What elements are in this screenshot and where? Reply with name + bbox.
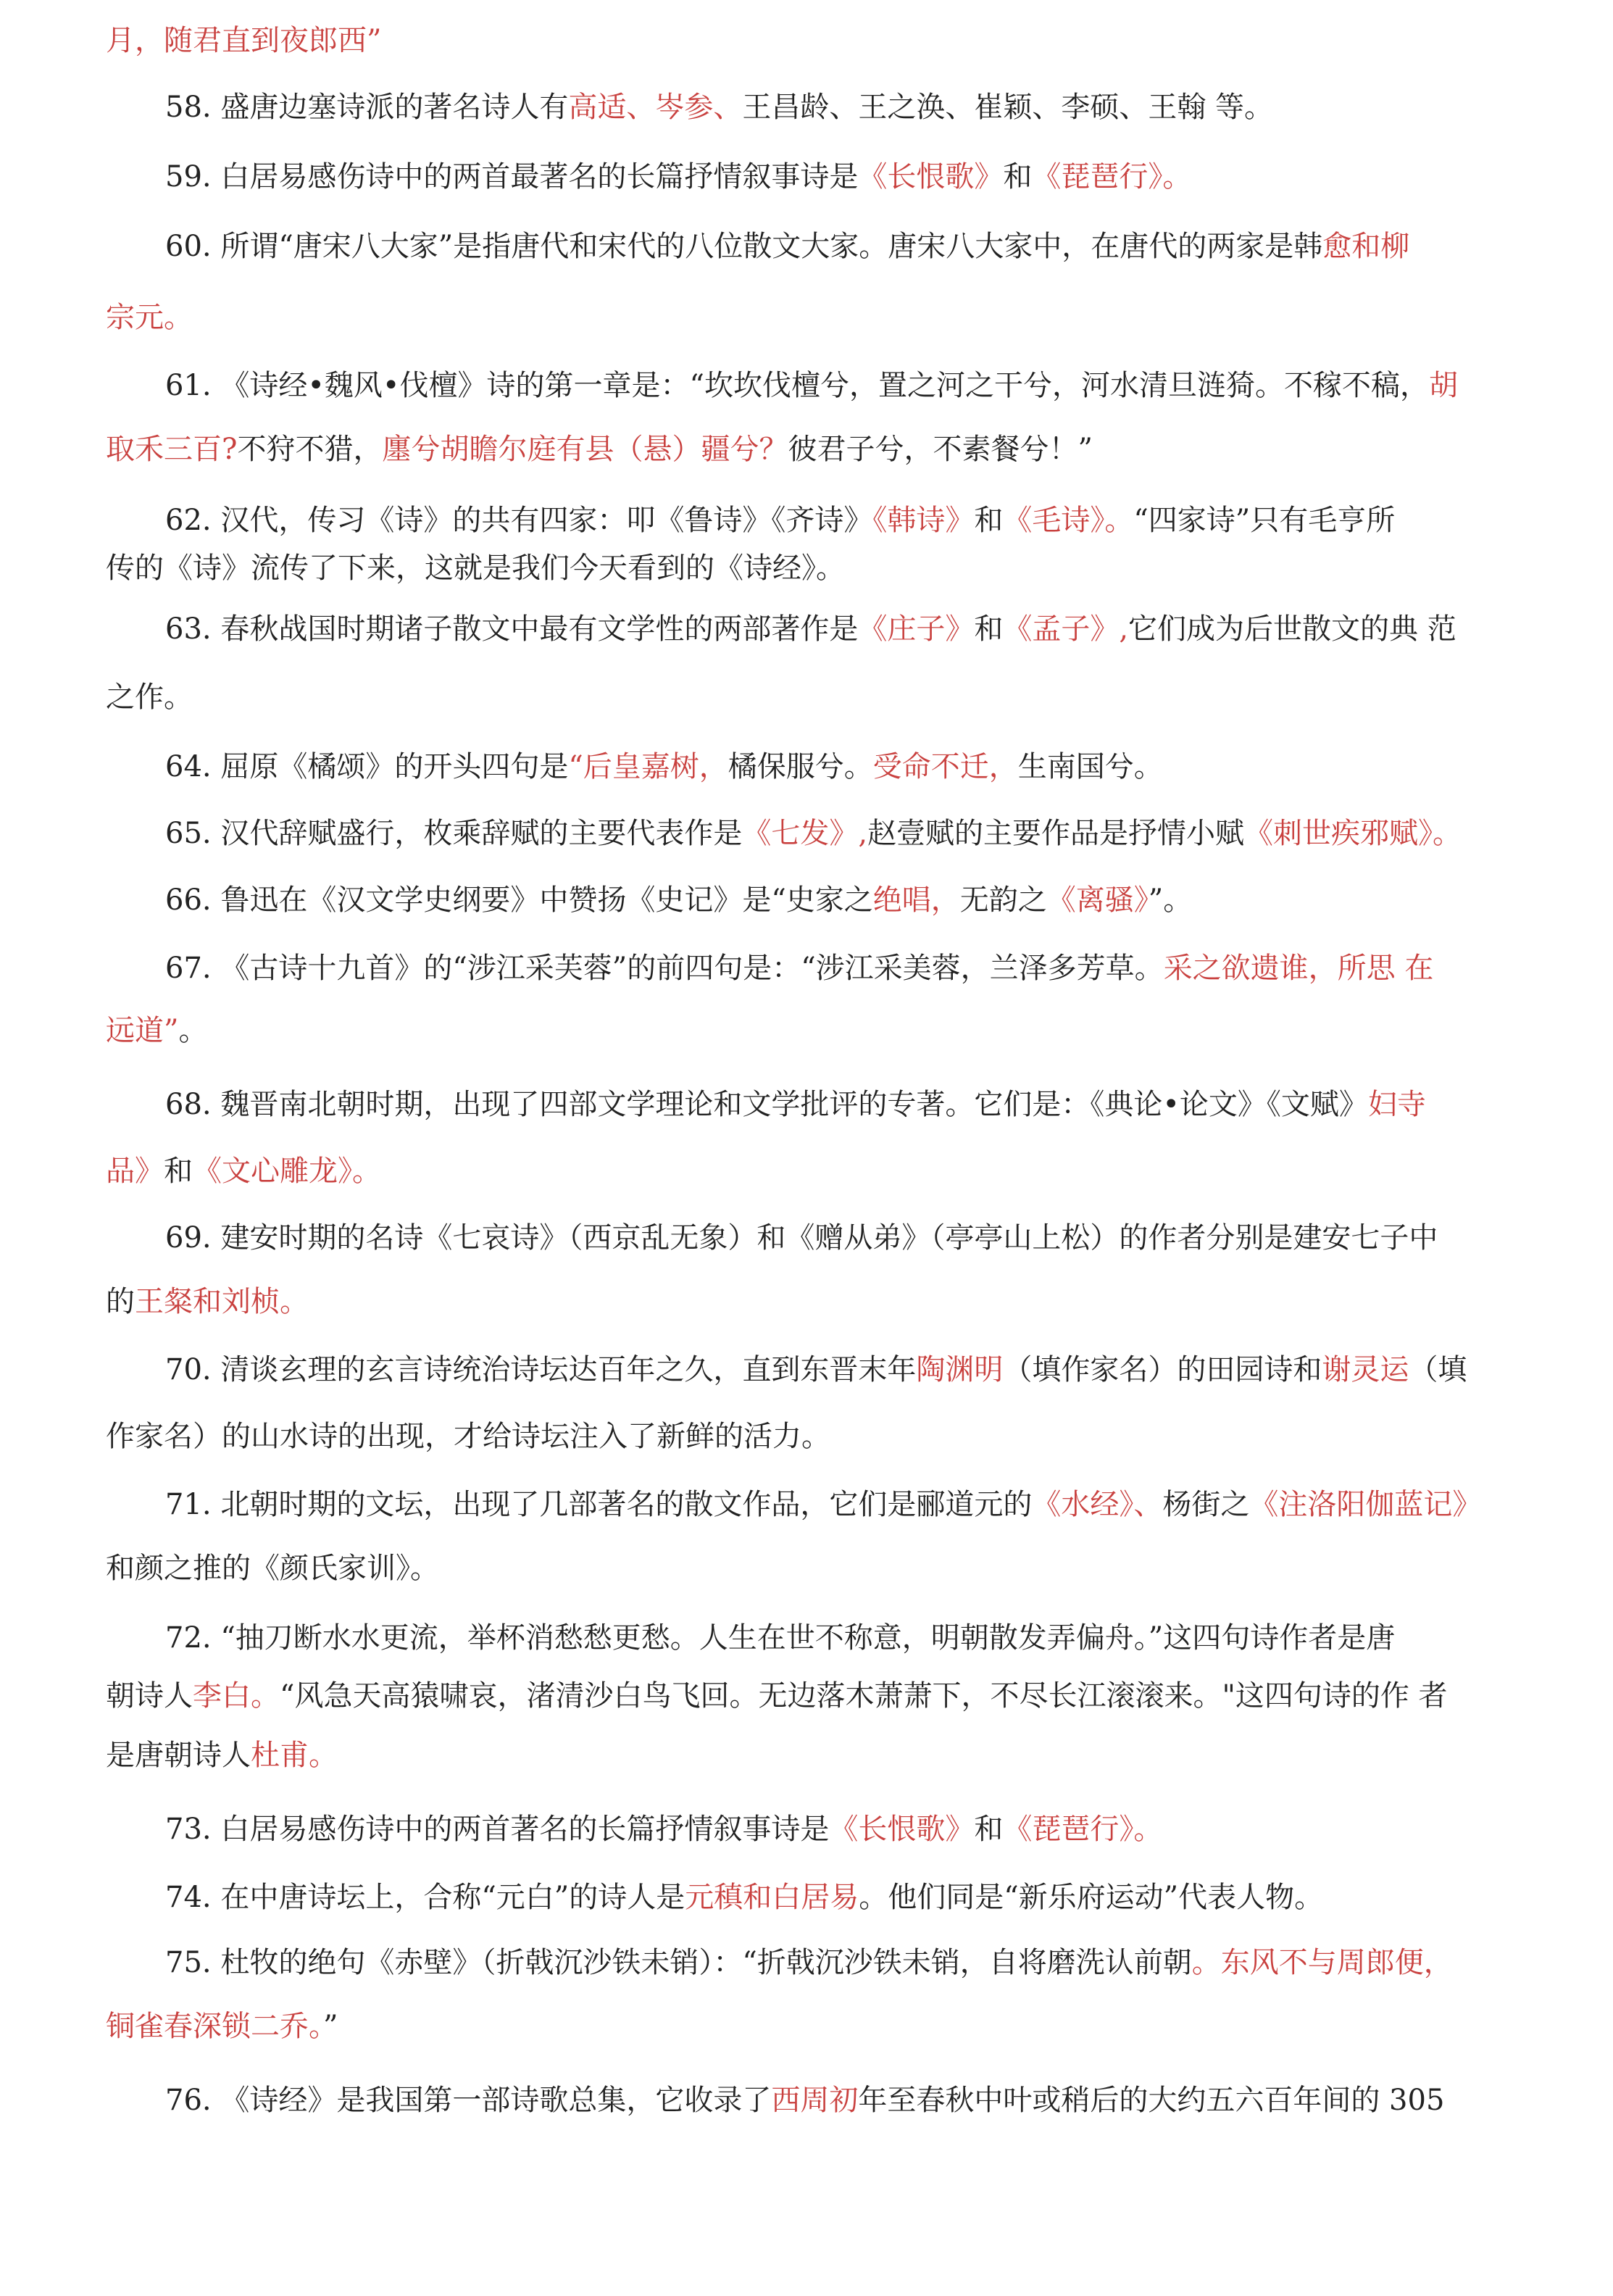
text-line	[106, 1151, 381, 1191]
question-text: 它们成为后世散文的典 范	[1128, 612, 1456, 646]
answer-text: 陶渊明	[916, 1353, 1004, 1386]
text-line	[106, 20, 381, 61]
text-line	[106, 429, 1093, 470]
question-text: 无韵之	[959, 883, 1047, 917]
question-text: “风急天高猿啸哀，渚清沙白鸟飞回。无边落木萧萧下，不尽长江滚滚来。"这四句诗的作 者	[280, 1679, 1448, 1713]
question-text: 王昌龄、王之涣、崔颖、李硕、王翰 等。	[742, 91, 1274, 124]
answer-text: 远道”	[106, 1014, 179, 1047]
answer-text: 王粲和刘桢。	[135, 1285, 309, 1318]
question-text: 和	[974, 504, 1004, 537]
question-text: ”	[323, 2010, 338, 2043]
answer-text: 取禾三百?	[106, 433, 238, 466]
answer-text: 谢灵运	[1322, 1353, 1409, 1386]
question-text: 赵壹赋的主要作品是抒情小赋	[867, 817, 1245, 850]
text-line	[165, 1349, 1467, 1390]
question-text: 60. 所谓“唐宋八大家”是指唐代和宋代的八位散文大家。唐宋八大家中，在唐代的两家是韩	[165, 230, 1323, 263]
text-line	[165, 948, 1433, 989]
question-text: 58. 盛唐边塞诗派的著名诗人有	[165, 91, 569, 124]
text-line	[165, 1484, 1481, 1525]
text-line	[106, 1735, 338, 1776]
text-line	[165, 2080, 1444, 2121]
answer-text: 《文心雕龙》。	[193, 1155, 381, 1188]
text-line	[165, 1218, 1438, 1258]
text-line	[106, 297, 193, 338]
answer-text: 廛兮胡瞻尔庭有县（悬）疆兮？	[382, 433, 788, 466]
answer-text: 《离骚》	[1046, 883, 1149, 917]
answer-text: 《水经》、	[1032, 1488, 1163, 1521]
answer-text: “后皇嘉树，	[568, 750, 728, 783]
text-line	[165, 1877, 1323, 1918]
answer-text: 《七发》,	[742, 817, 868, 850]
answer-text: 《韩诗》	[872, 504, 975, 537]
answer-text: 受命不迁，	[872, 750, 1018, 783]
question-text: “四家诗”只有毛亨所	[1133, 504, 1396, 537]
question-text: 74. 在中唐诗坛上，合称“元白”的诗人是	[165, 1881, 685, 1914]
text-line	[106, 1676, 1448, 1716]
answer-text: 月，随君直到夜郎西”	[106, 24, 382, 57]
question-text: 。	[178, 1014, 208, 1047]
text-line	[165, 609, 1456, 649]
question-text: 61. 《诗经•魏风•伐檀》诗的第一章是：“坎坎伐檀兮，置之河之干兮，河水清旦涟猗。不稼不稿，	[165, 369, 1429, 402]
question-text: ”。	[1148, 883, 1193, 917]
answer-text: 愈和柳	[1322, 230, 1410, 263]
text-line	[106, 1010, 207, 1051]
question-text: 62. 汉代，传习《诗》的共有四家：叩《鲁诗》《齐诗》	[165, 504, 873, 537]
text-line	[106, 2006, 338, 2047]
answer-text: 《长恨歌》	[858, 160, 1004, 194]
text-line	[165, 87, 1273, 128]
question-text: 59. 白居易感伤诗中的两首最著名的长篇抒情叙事诗是	[165, 160, 859, 194]
question-text: （填	[1409, 1353, 1467, 1386]
answer-text: 品》	[106, 1155, 164, 1188]
answer-text: 杜甫。	[251, 1739, 338, 1772]
question-text: 67. 《古诗十九首》的“涉江采芙蓉”的前四句是：“涉江采美蓉，兰泽多芳草。	[165, 952, 1164, 985]
question-text: 68. 魏晋南北朝时期，出现了四部文学理论和文学批评的专著。它们是：《典论•论文》《文赋》	[165, 1088, 1368, 1121]
text-line	[165, 880, 1192, 920]
question-text: 年至春秋中叶或稍后的大约五六百年间的 305	[858, 2084, 1445, 2117]
answer-text: 《注洛阳伽蓝记》	[1249, 1488, 1482, 1521]
question-text: （填作家名）的田园诗和	[1003, 1353, 1322, 1386]
answer-text: 妇寺	[1367, 1088, 1426, 1121]
question-text: 72. “抽刀断水水更流，举杯消愁愁更愁。人生在世不称意，明朝散发弄偏舟。”这四句诗作者是唐	[165, 1621, 1396, 1655]
question-text: 和	[1003, 160, 1033, 194]
answer-text: 《孟子》,	[1003, 612, 1129, 646]
text-line	[165, 1942, 1453, 1983]
question-text: 是唐朝诗人	[106, 1739, 251, 1772]
answer-text: 《庄子》	[858, 612, 975, 646]
question-text: 和	[974, 612, 1004, 646]
answer-text: 胡	[1428, 369, 1458, 402]
answer-text: 元稹和白居易	[685, 1881, 859, 1914]
answer-text: 绝唱，	[872, 883, 960, 917]
question-text: 66. 鲁迅在《汉文学史纲要》中赞扬《史记》是“史家之	[165, 883, 873, 917]
answer-text: 李白。	[193, 1679, 280, 1713]
answer-text: 。东风不与周郎便，	[1191, 1946, 1453, 1979]
answer-text: 西周初	[771, 2084, 859, 2117]
question-text: 64. 屈原《橘颂》的开头四句是	[165, 750, 569, 783]
text-line	[165, 365, 1458, 406]
question-text: 作家名）的山水诗的出现，才给诗坛注入了新鲜的活力。	[106, 1420, 830, 1453]
text-line	[165, 746, 1163, 787]
text-line	[165, 1618, 1395, 1658]
question-text: 。他们同是“新乐府运动”代表人物。	[859, 1881, 1324, 1914]
question-text: 69. 建安时期的名诗《七哀诗》（西京乱无象）和《赠从弟》（亭亭山上松）的作者分别是建安七子中	[165, 1221, 1438, 1255]
question-text: 的	[106, 1285, 135, 1318]
answer-text: 《毛诗》。	[1003, 504, 1134, 537]
question-text: 75. 杜牧的绝句《赤壁》（折戟沉沙铁未销）：“折戟沉沙铁未销，自将磨洗认前朝	[165, 1946, 1192, 1979]
question-text: 彼君子兮，不素餐兮！”	[788, 433, 1093, 466]
answer-text: 《琵琶行》。	[1003, 1813, 1163, 1846]
answer-text: 《琵琶行》。	[1032, 160, 1192, 194]
text-line	[106, 677, 193, 718]
text-line	[106, 1548, 439, 1589]
text-line	[106, 1281, 309, 1322]
question-text: 73. 白居易感伤诗中的两首著名的长篇抒情叙事诗是	[165, 1813, 830, 1846]
question-text: 传的《诗》流传了下来，这就是我们今天看到的《诗经》。	[106, 552, 845, 585]
question-text: 和	[164, 1155, 193, 1188]
text-line	[165, 157, 1191, 197]
text-line	[106, 548, 845, 588]
question-text: 生南国兮。	[1017, 750, 1163, 783]
question-text: 不狩不猎，	[237, 433, 383, 466]
question-text: 71. 北朝时期的文坛，出现了几部著名的散文作品，它们是郦道元的	[165, 1488, 1033, 1521]
text-line	[106, 1416, 830, 1457]
text-line	[165, 813, 1462, 854]
text-line	[165, 1084, 1426, 1125]
question-text: 杨街之	[1162, 1488, 1250, 1521]
question-text: 和	[974, 1813, 1004, 1846]
question-text: 70. 清谈玄理的玄言诗统治诗坛达百年之久，直到东晋末年	[165, 1353, 917, 1386]
text-line	[165, 1809, 1162, 1850]
answer-text: 宗元。	[106, 301, 193, 334]
question-text: 之作。	[106, 681, 193, 714]
answer-text: 采之欲遗谁，所思 在	[1163, 952, 1434, 985]
question-text: 和颜之推的《颜氏家训》。	[106, 1552, 439, 1585]
answer-text: 《长恨歌》	[829, 1813, 975, 1846]
question-text: 63. 春秋战国时期诸子散文中最有文学性的两部著作是	[165, 612, 859, 646]
question-text: 65. 汉代辞赋盛行，枚乘辞赋的主要代表作是	[165, 817, 743, 850]
question-text: 朝诗人	[106, 1679, 193, 1713]
answer-text: 高适、岑参、	[568, 91, 743, 124]
question-text: 橘保服兮。	[728, 750, 873, 783]
text-line	[165, 226, 1409, 267]
answer-text: 铜雀春深锁二乔。	[106, 2010, 323, 2043]
text-line	[165, 500, 1395, 541]
answer-text: 《刺世疾邪赋》。	[1244, 817, 1462, 850]
question-text: 76. 《诗经》是我国第一部诗歌总集，它收录了	[165, 2084, 772, 2117]
